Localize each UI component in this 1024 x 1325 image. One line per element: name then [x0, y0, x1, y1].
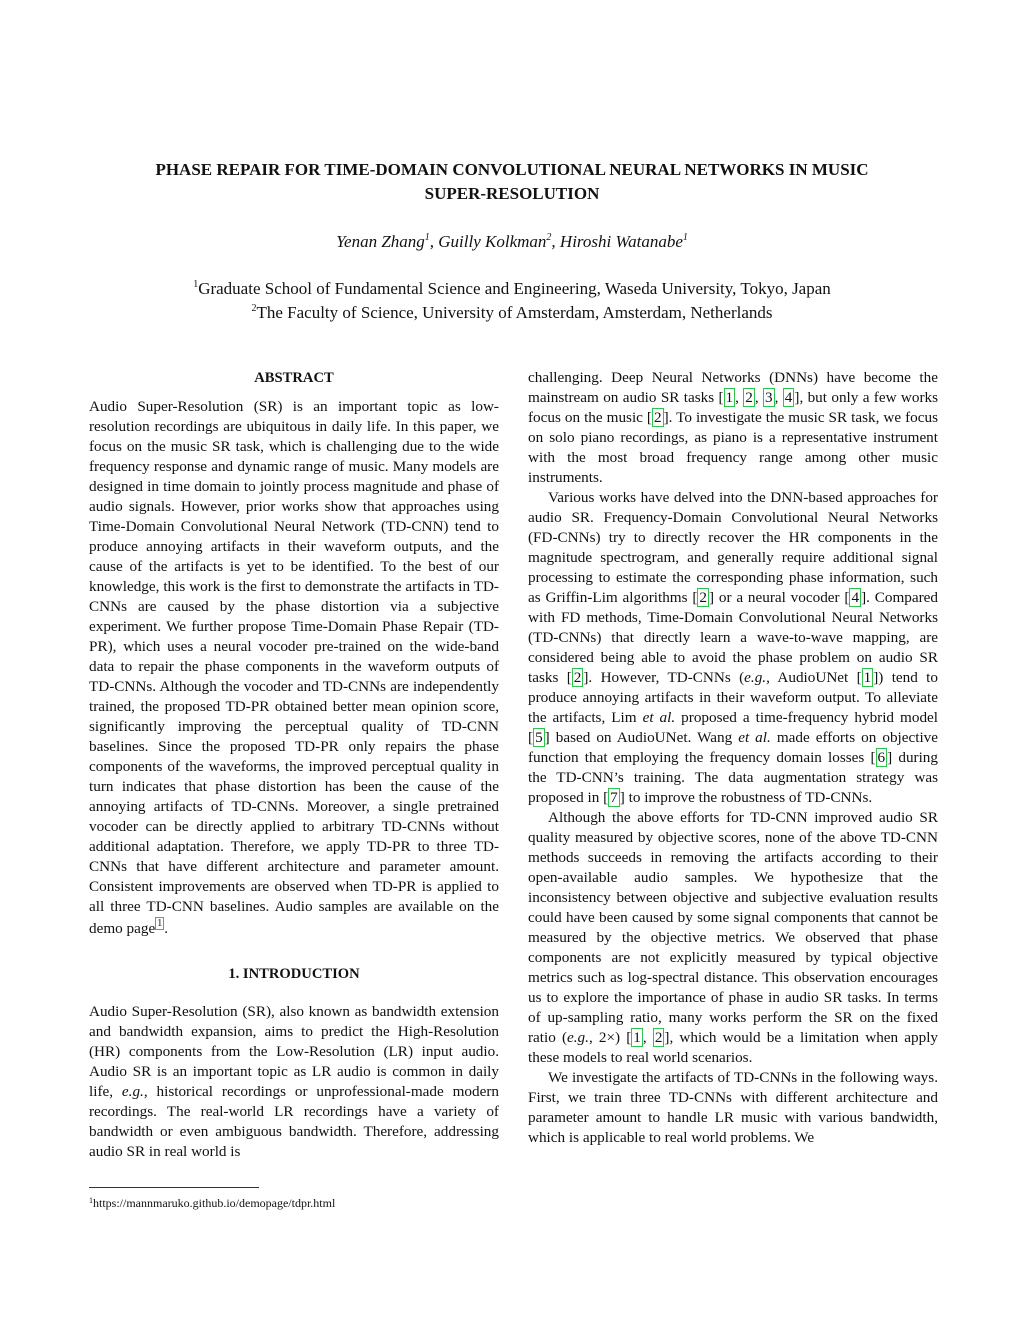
- abstract-body: Audio Super-Resolution (SR) is an important topic as low-resolution recordings are ubiquitous in daily life. In this paper, we focus on the music SR task, which is challenging due to the wide frequency response and dynamic range of music. Many models are designed in time domain to jointly process magnitude and phase of audio signals. However, prior works show that approaches using Time-Domain Convolutional Neural Network (TD-CNN) tend to produce annoying artifacts in their waveform outputs, and the cause of the artifacts is yet to be identified. To the best of our knowledge, this work is the first to demonstrate the artifacts in TD-CNNs are caused by the phase distortion via a subjective experiment. We further propose Time-Domain Phase Repair (TD-PR), which uses a neural vocoder pre-trained on the wide-band data to repair the phase components in the waveform outputs of TD-CNNs. Although the vocoder and TD-CNNs are independently trained, the proposed TD-PR obtained better mean opinion score, significantly improving the perceptual quality of TD-CNN baselines. Since the proposed TD-PR only repairs the phase components of the waveforms, the improved perceptual quality in turn indicates that phase distortion has been the cause of the annoying artifacts of TD-CNNs. Moreover, a single pretrained vocoder can be directly applied to arbitrary TD-CNNs without additional adaptation. Therefore, we apply TD-PR to three TD-CNNs that have different architecture and parameter amount. Consistent improvements are observed when TD-PR is applied to all three TD-CNN baselines. Audio samples are available on the demo page: [89, 398, 499, 937]
- author-name: Guilly Kolkman: [438, 232, 547, 251]
- footnote-rule: [89, 1187, 259, 1188]
- author-affil-mark: 1: [424, 232, 430, 243]
- affiliation-line: [80, 301, 944, 325]
- author-name: Yenan Zhang: [336, 232, 425, 251]
- affiliation-mark: 2: [251, 303, 257, 314]
- citation-link[interactable]: 2: [745, 389, 753, 406]
- intro-text: Audio Super-Resolution (SR), also known as bandwidth extension and bandwidth expansion, aims to predict the High-Resolution (HR) components from the Low-Resolution (LR) input audio. Audio SR is an important topic as LR audio is common in daily life,: [89, 1003, 499, 1100]
- intro-paragraph: [89, 1002, 499, 1162]
- arxiv-id: [0, 347, 2, 954]
- affiliations: [80, 277, 944, 325]
- footnote-url[interactable]: https://mannmaruko.github.io/demopage/tdpr.html: [93, 1196, 336, 1210]
- body-text: ] during the TD-CNN’s training. The data augmentation strategy was proposed in [: [528, 749, 938, 806]
- author-list: [80, 230, 944, 254]
- citation-link[interactable]: 3: [765, 389, 773, 406]
- body-eg: e.g.: [744, 669, 767, 686]
- intro-eg: e.g.: [121, 1083, 144, 1100]
- citation-link[interactable]: 2: [653, 409, 662, 426]
- citation-link[interactable]: 2: [573, 669, 582, 686]
- body-text: ], which would be a limitation when apply these models to real world scenarios.: [528, 1029, 939, 1066]
- citation-link[interactable]: 7: [610, 789, 618, 806]
- body-text: made efforts on objective function that employing the frequency domain losses [: [528, 729, 939, 766]
- citation-sep: ,: [774, 389, 783, 406]
- introduction-heading: 1. INTRODUCTION: [228, 966, 360, 982]
- body-paragraph: [528, 808, 938, 1068]
- citation-link[interactable]: 1: [863, 669, 872, 686]
- body-etal: et al.: [738, 729, 771, 746]
- citation-sep: ,: [642, 1029, 653, 1046]
- paper-title: [80, 158, 944, 206]
- body-text: ]. To investigate the music SR task, we focus on solo piano recordings, as piano is a representative instrument with the most broad frequency range among other music instruments.: [528, 409, 938, 486]
- body-text: , AudioUNet [: [766, 669, 862, 686]
- author-name: Hiroshi Watanabe: [559, 232, 683, 251]
- citation-link[interactable]: 1: [633, 1029, 641, 1046]
- affiliation-mark: 1: [193, 279, 199, 290]
- citation-link[interactable]: 5: [535, 729, 543, 746]
- abstract-end: .: [164, 920, 169, 937]
- abstract-heading: ABSTRACT: [254, 370, 334, 386]
- left-column: [89, 368, 499, 1162]
- footnote: [89, 1193, 499, 1211]
- body-text: ]) tend to produce annoying artifacts in their waveform output. To alleviate the artifacts, Lim: [528, 669, 938, 726]
- footnote-mark: 1: [89, 1196, 93, 1205]
- body-text: Although the above efforts for TD-CNN improved audio SR quality measured by objective scores, none of the above TD-CNN methods succeeds in removing the artifacts according to their open-available audio samples. We hypothesize that the inconsistency between objective and subjective evaluation results could have been caused by some signal components that cannot be measured by the objective metrics. We observed that phase components are not explicitly measured by typical objective metrics such as log-spectral distance. This observation encourages us to explore the importance of phase in audio SR tasks. In terms of up-sampling ratio, many works perform the SR on the fixed ratio (: [528, 809, 938, 1046]
- affiliation-line: [80, 277, 944, 301]
- author-separator: ,: [551, 232, 560, 251]
- body-text: ], but only a few works focus on the music [: [528, 389, 939, 426]
- body-paragraph: [528, 488, 938, 808]
- right-column: [528, 368, 938, 1148]
- citation-sep: ,: [754, 389, 764, 406]
- body-paragraph: [528, 1068, 938, 1148]
- body-eg: e.g.: [567, 1029, 589, 1046]
- body-text: Various works have delved into the DNN-based approaches for audio SR. Frequency-Domain Convolutional Neural Networks (FD-CNNs) try to directly recover the HR components in the magnitude spectrogram, and generally require additional signal processing to estimate the corresponding phase information, such as Griffin-Lim algorithms [: [528, 489, 938, 606]
- body-etal: et al.: [642, 709, 676, 726]
- author-affil-mark: 2: [546, 232, 552, 243]
- citation-link[interactable]: 6: [877, 749, 886, 766]
- body-text: ] based on AudioUNet. Wang: [544, 729, 739, 746]
- body-text: ] to improve the robustness of TD-CNNs.: [619, 789, 873, 806]
- author-separator: ,: [429, 232, 439, 251]
- body-text: proposed a time-frequency hybrid model [: [528, 709, 938, 746]
- citation-link[interactable]: 2: [699, 589, 707, 606]
- title-line-1: PHASE REPAIR FOR TIME-DOMAIN CONVOLUTIONAL NEURAL NETWORKS IN MUSIC: [155, 160, 869, 179]
- body-text: We investigate the artifacts of TD-CNNs in the following ways. First, we train three TD-CNNs with different architecture and parameter amount to handle LR music with various bandwidth, which is applicable to real world problems. We: [528, 1069, 938, 1146]
- body-text: ]. Compared with FD methods, Time-Domain Convolutional Neural Networks (TD-CNNs) that directly learn a wave-to-wave mapping, are considered being able to avoid the phase problem on audio SR tasks [: [528, 589, 939, 686]
- abstract-text: [89, 397, 499, 939]
- citation-link[interactable]: 4: [784, 389, 793, 406]
- intro-text: , historical recordings or unprofessional-made modern recordings. The real-world LR recordings have a variety of bandwidth or even ambiguous bandwidth. Therefore, addressing audio SR in real world is: [89, 1083, 499, 1160]
- author-affil-mark: 1: [682, 232, 688, 243]
- citation-sep: ,: [735, 389, 744, 406]
- title-line-2: SUPER-RESOLUTION: [424, 184, 600, 203]
- body-text: challenging. Deep Neural Networks (DNNs) have become the mainstream on audio SR tasks [: [528, 369, 938, 406]
- affiliation-text: Graduate School of Fundamental Science and Engineering, Waseda University, Tokyo, Japan: [198, 279, 831, 298]
- citation-link[interactable]: 1: [725, 389, 734, 406]
- footnote-link[interactable]: 1: [157, 918, 163, 929]
- body-text: , 2×) [: [588, 1029, 632, 1046]
- citation-link[interactable]: 4: [851, 589, 860, 606]
- citation-link[interactable]: 2: [654, 1029, 663, 1046]
- affiliation-text: The Faculty of Science, University of Amsterdam, Amsterdam, Netherlands: [256, 303, 773, 322]
- body-text: ]. However, TD-CNNs (: [583, 669, 745, 686]
- body-paragraph: [528, 368, 938, 488]
- body-text: ] or a neural vocoder [: [709, 589, 850, 606]
